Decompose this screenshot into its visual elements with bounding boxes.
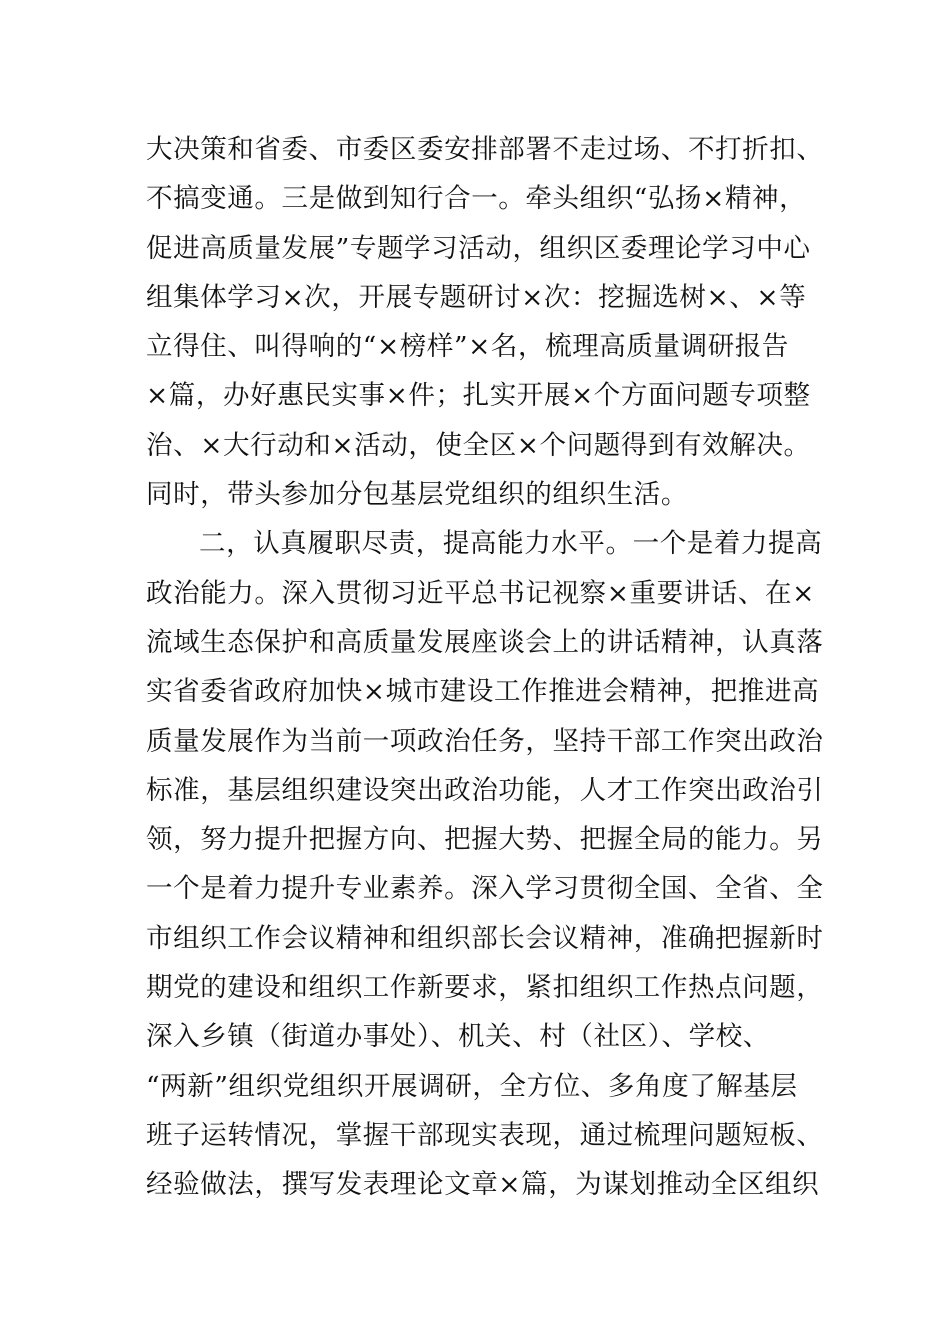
text-line: 治、×大行动和×活动，使全区×个问题得到有效解决。 [146, 429, 811, 461]
text-line: 组集体学习×次，开展专题研讨×次：挖掘选树×、×等 [146, 281, 807, 313]
text-line: 班子运转情况，掌握干部现实表现，通过梳理问题短板、 [146, 1119, 824, 1151]
text-line: 政治能力。深入贯彻习近平总书记视察×重要讲话、在× [146, 577, 815, 609]
text-line: 一个是着力提升专业素养。深入学习贯彻全国、全省、全 [146, 873, 824, 905]
text-line: 市组织工作会议精神和组织部长会议精神，准确把握新时 [146, 922, 824, 954]
text-line: 深入乡镇（街道办事处）、机关、村（社区）、学校、 [146, 1021, 770, 1053]
text-line: 不搞变通。三是做到知行合一。牵头组织“弘扬×精神， [146, 183, 807, 215]
text-line: 标准，基层组织建设突出政治功能，人才工作突出政治引 [146, 774, 824, 806]
text-line: 同时，带头参加分包基层党组织的组织生活。 [146, 479, 688, 511]
text-line: 领，努力提升把握方向、把握大势、把握全局的能力。另 [146, 824, 824, 856]
paragraph-start-line: 二，认真履职尽责，提高能力水平。一个是着力提高 [199, 528, 823, 560]
document-body [146, 125, 824, 1210]
text-line: 质量发展作为当前一项政治任务，坚持干部工作突出政治 [146, 725, 824, 757]
text-line: ×篇，办好惠民实事×件；扎实开展×个方面问题专项整 [146, 380, 811, 412]
text-line: 期党的建设和组织工作新要求，紧扣组织工作热点问题， [146, 972, 824, 1004]
text-line: 促进高质量发展”专题学习活动，组织区委理论学习中心 [146, 232, 811, 264]
text-line: 实省委省政府加快×城市建设工作推进会精神，把推进高 [146, 676, 820, 708]
text-line: 流域生态保护和高质量发展座谈会上的讲话精神，认真落 [146, 626, 824, 658]
text-line: 经验做法，撰写发表理论文章×篇，为谋划推动全区组织 [146, 1169, 820, 1201]
text-line: 大决策和省委、市委区委安排部署不走过场、不打折扣、 [146, 134, 824, 165]
text-line: 立得住、叫得响的“×榜样”×名，梳理高质量调研报告 [146, 331, 790, 363]
text-line: “两新”组织党组织开展调研，全方位、多角度了解基层 [146, 1070, 798, 1102]
